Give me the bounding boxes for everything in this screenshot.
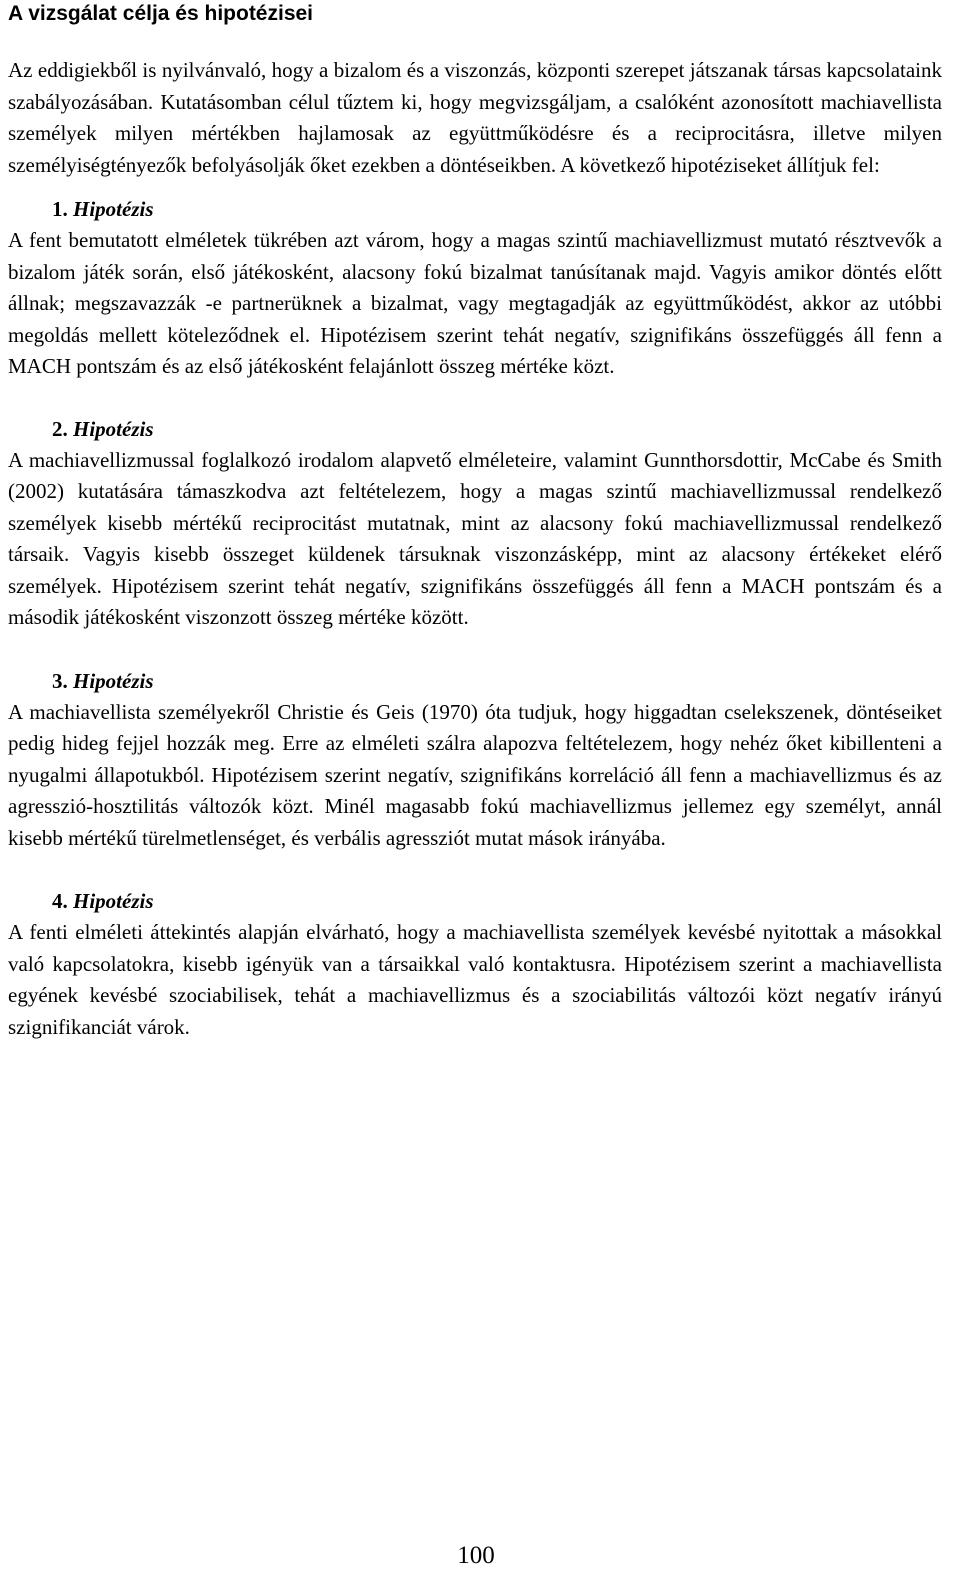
hypothesis-4-text: A fenti elméleti áttekintés alapján elvárható, hogy a machiavellista személyek kevésbé nyitottak a másokkal való kapcsolatokra, kisebb igényük van a társaikkal való kontaktusra. Hipotézisem szerint a machiavellista egyének kevésbé szociabilisek, tehát a machiavellizmus és a szociabilitás változói közt negatív irányú szignifikanciát várok.: [8, 920, 942, 1039]
hypothesis-2-text: A machiavellizmussal foglalkozó irodalom alapvető elméleteire, valamint Gunnthorsdottir, McCabe és Smith (2002) kutatására támaszkodva azt feltételezem, hogy a magas szintű machiavellizmussal rendelkező személyek kisebb mértékű reciprocitást mutatnak, mint az alacsony fokú machiavellizmussal rendelkező társaik. Vagyis kisebb összeget küldenek társuknak viszonzásképp, mint az alacsony értékeket elérő személyek. Hipotézisem szerint tehát negatív, szignifikáns összefüggés áll fenn a MACH pontszám és a második játékosként viszonzott összeg mértéke között.: [8, 447, 942, 629]
hypothesis-4-title: [8, 886, 942, 917]
hypothesis-1-number: 1.: [52, 197, 68, 221]
hypothesis-3-title: [8, 666, 942, 697]
document-page: [8, 0, 942, 1043]
hypothesis-2-number: 2.: [52, 416, 68, 441]
section-heading: A vizsgálat célja és hipotézisei: [8, 2, 314, 25]
hypothesis-4-number: 4.: [52, 889, 68, 913]
hypothesis-2-title: [8, 414, 942, 445]
hypothesis-3-text: A machiavellista személyekről Christie és Geis (1970) óta tudjuk, hogy higgadtan cselekszenek, döntéseiket pedig hideg fejjel hozzák meg. Erre az elméleti szálra alapozva feltételezem, hogy nehéz őket kibillenteni a nyugalmi állapotukból. Hipotézisem szerint negatív, szignifikáns korreláció áll fenn a machiavellizmus és az agresszió-hosztilitás változók közt. Minél magasabb fokú machiavellizmus jellemez egy személyt, annál kisebb mértékű türelmetlenséget, és verbális agressziót mutat mások irányába.: [8, 699, 942, 850]
hypothesis-3-number: 3.: [52, 668, 68, 693]
hypothesis-2-label: Hipotézis: [73, 416, 154, 441]
hypothesis-3-label: Hipotézis: [73, 668, 154, 693]
hypothesis-1-text: A fent bemutatott elméletek tükrében azt várom, hogy a magas szintű machiavellizmust mutató résztvevők a bizalom játék során, első játékosként, alacsony fokú bizalmat tanúsítanak majd. Vagyis amikor döntés előtt állnak; megszavazzák -e partnerüknek a bizalmat, vagy megtagadják az együttműködést, akkor az utóbbi megoldás mellett köteleződnek el. Hipotézisem szerint tehát negatív, szignifikáns összefüggés áll fenn a MACH pontszám és az első játékosként felajánlott összeg mértéke közt.: [8, 228, 942, 378]
hypothesis-4-label: Hipotézis: [73, 889, 154, 913]
page-number: 100: [457, 1542, 495, 1569]
hypothesis-1-title: [8, 194, 942, 225]
intro-paragraph: Az eddigiekből is nyilvánvaló, hogy a bizalom és a viszonzás, központi szerepet játszanak társas kapcsolataink szabályozásában. Kutatásomban célul tűztem ki, hogy megvizsgáljam, a csalóként azonosított machiavellista személyek milyen mértékben hajlamosak az együttműködésre és a reciprocitásra, illetve milyen személyiségtényezők befolyásolják őket ezekben a döntéseikben. A következő hipotéziseket állítjuk fel:: [8, 58, 942, 177]
hypothesis-1-label: Hipotézis: [73, 197, 154, 221]
